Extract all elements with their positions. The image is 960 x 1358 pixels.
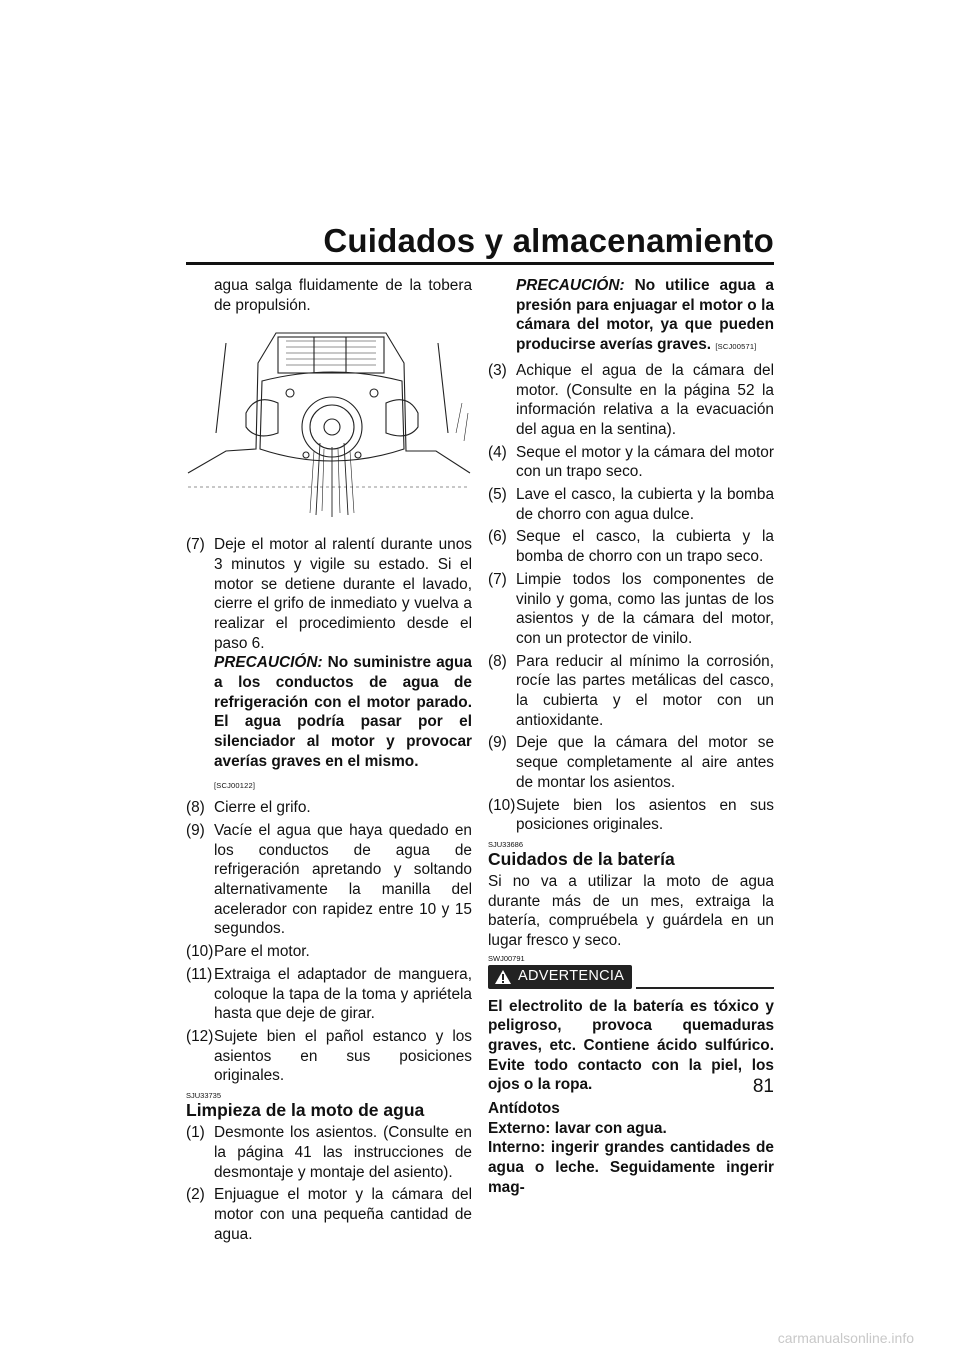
page-number: 81 [752,1076,774,1097]
warning-text: Antídotos [488,1100,560,1118]
page-title: Cuidados y almacenamiento [323,222,774,259]
clean-step-6: (6) Seque el casco, la cubierta y la bomba de chorro con un trapo seco. [488,528,774,566]
warning-badge: ADVERTENCIA [488,965,632,989]
step-8: (8) Cierre el grifo. [186,799,311,817]
clean-step-9: (9) Deje que la cámara del motor se seque completamente al aire antes de montar los asientos. [488,734,774,791]
left-column [186,276,472,1247]
right-column [488,276,774,1202]
clean-step-1: (1) Desmonte los asientos. (Consulte en la página 41 las instrucciones de desmontaje y montaje del asiento). [186,1124,472,1181]
section-code: SJU33686 [488,839,524,849]
caution-code: [SCJ00122] [214,780,256,790]
step-11: (11) Extraiga el adaptador de manguera, coloque la tapa de la toma y apriétela hasta que deje de girar. [186,965,472,1023]
section-code: SJU33735 [186,1091,222,1101]
section-text: Si no va a utilizar la moto de agua durante más de un mes, extraiga la batería, compruébela y guárdela en un lugar fresco y seco. [488,872,774,950]
warning-text: El electrolito de la batería es tóxico y peligroso, provoca quemaduras graves, etc. Contiene ácido sulfúrico. Evite todo contacto con la piel, los ojos o la ropa. [488,997,774,1094]
step-7: (7) Deje el motor al ralentí durante unos 3 minutos y vigile su estado. Si el motor se detiene durante el lavado, cierre el grifo de inmediato y vuelva a realizar el procedimiento desde el paso 6. PRECAUCIÓN: No suministre agua a los conductos de agua de refrigeración con el motor parado. El agua podría pasar por el silenciador al motor y provocar averías graves en el mismo. [SCJ00122] [186,535,472,795]
clean-step-10: (10) Sujete bien los asientos en sus posiciones originales. [488,796,774,834]
clean-step-5: (5) Lave el casco, la cubierta y la bomba de chorro con agua dulce. [488,486,774,523]
clean-step-2: (2) Enjuague el motor y la cámara del motor con una pequeña cantidad de agua. [186,1186,472,1243]
clean-step-7: (7) Limpie todos los componentes de vinilo y goma, como las juntas de los asientos y de la cámara del motor, con un protector de vinilo. [488,570,774,647]
clean-step-4: (4) Seque el motor y la cámara del motor con un trapo seco. [488,443,774,481]
continued-text: agua salga fluidamente de la tobera de propulsión. [214,277,472,314]
warning-text: Interno: ingerir grandes cantidades de agua o leche. Seguidamente ingerir mag- [488,1139,774,1196]
warning-code: SWJ00791 [488,953,525,963]
clean-step-3: (3) Achique el agua de la cámara del motor. (Consulte en la página 52 la información relativa a la evacuación del agua en la sentina). [488,361,774,438]
step-10: (10) Pare el motor. [186,943,310,961]
step-12: (12) Sujete bien el pañol estanco y los asientos en sus posiciones originales. [186,1027,472,1085]
jet-nozzle-illustration [186,323,472,519]
watermark: carmanualsonline.info [777,1330,914,1346]
caution-code: [SCJ00571] [715,342,757,352]
warning-triangle-icon [494,969,512,985]
clean-step-8: (8) Para reducir al mínimo la corrosión, rocíe las partes metálicas del casco, la cubierta y el motor con un antioxidante. [488,652,774,729]
section-title: Cuidados de la batería [488,848,675,869]
caution-note: PRECAUCIÓN: No utilice agua a presión para enjuagar el motor o la cámara del motor, ya que pueden producirse averías graves. [SCJ00571] [516,277,774,354]
warning-header [488,965,774,989]
header-rule [186,262,774,265]
caution-note: PRECAUCIÓN: No suministre agua a los conductos de agua de refrigeración con el motor parado. El agua podría pasar por el silenciador al motor y provocar averías graves en el mismo. [214,654,472,770]
section-title: Limpieza de la moto de agua [186,1100,425,1121]
warning-text: Externo: lavar con agua. [488,1119,667,1137]
warning-rule [636,987,774,989]
step-9: (9) Vacíe el agua que haya quedado en los conductos de agua de refrigeración apretando y soltando alternativamente la manilla del acelerador con rapidez entre 10 y 15 segundos. [186,821,472,938]
